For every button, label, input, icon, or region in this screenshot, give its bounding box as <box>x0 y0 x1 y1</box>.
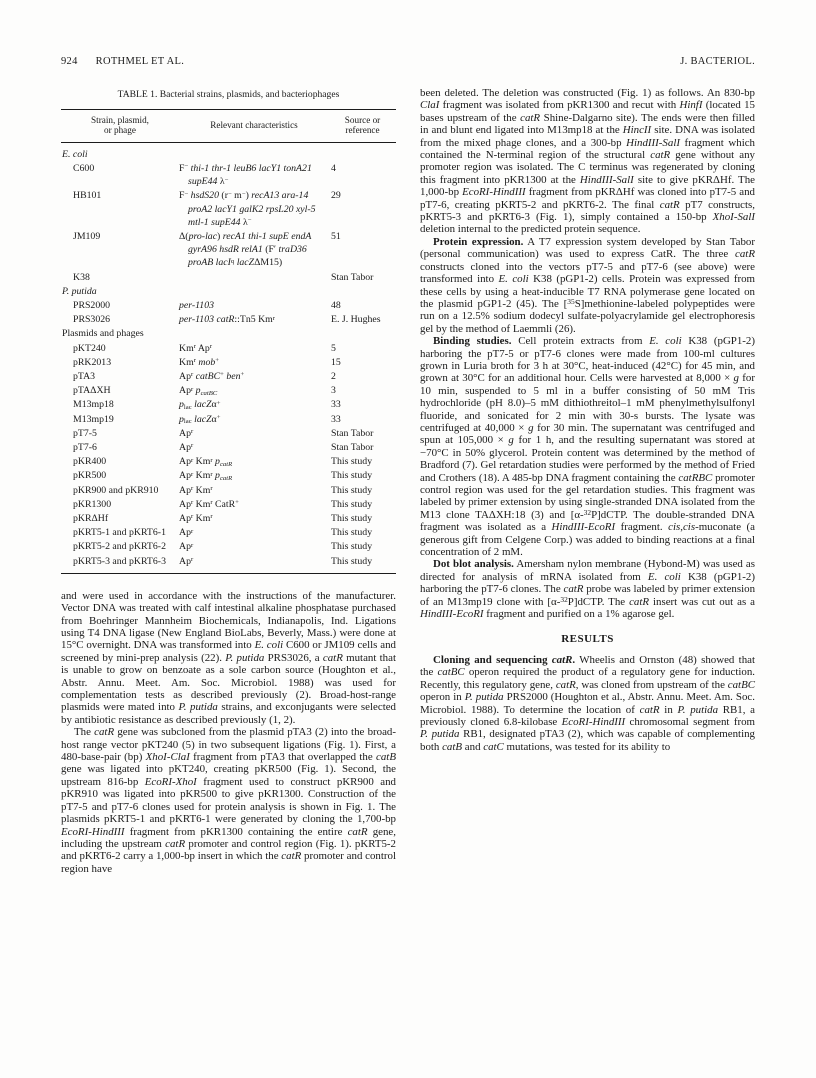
strain-name: pKR900 and pKR910 <box>73 484 159 496</box>
table-row <box>61 540 396 554</box>
strain-name: pKT240 <box>73 342 106 354</box>
strain-name: HB101 <box>73 190 102 202</box>
strain-name: pKRT5-1 and pKRT6-1 <box>73 527 166 539</box>
source-reference: 51 <box>331 230 341 242</box>
strain-name: K38 <box>73 271 90 283</box>
relevant-characteristics: Ap$^r$ Km$^r$ <box>179 484 213 496</box>
relevant-characteristics: Ap$^r$ <box>179 441 194 453</box>
source-reference: Stan Tabor <box>331 427 374 439</box>
paragraph: Cloning and sequencing catR. Wheelis and Ornston (48) showed that the catBC operon required the product of a regulatory gene for induction. Recently, this regulatory gene, catR, was cloned from upstream of the catBC operon in P. putida PRS2000 (Houghton et al., Abstr. Annu. Meet. Am. Soc. Microbiol. 1988). To determine the location of catR in P. putida RB1, a previously cloned 6.8-kilobase EcoRI-HindIII chromosomal segment from P. putida RB1, designated pTA3 (2), which was capable of complementing both catB and catC mutations, was tested for its ability to <box>420 653 756 753</box>
strain-name: pKR1300 <box>73 498 112 510</box>
relevant-characteristics: $p_{lac}$ lacZα+ <box>179 413 221 426</box>
table-row <box>61 370 396 384</box>
table-row <box>61 230 396 271</box>
relevant-characteristics: F− thi-1 thr-1 leuB6 lacY1 tonA21 supE44 λ− <box>179 162 312 188</box>
table-row <box>61 427 396 441</box>
table-header-row <box>61 109 396 142</box>
strain-name: M13mp19 <box>73 413 114 425</box>
strains-table-block <box>61 89 396 574</box>
relevant-characteristics: Ap$^r$ <box>179 555 194 567</box>
table-row <box>61 162 396 189</box>
relevant-characteristics: Ap$^r$ Km$^r$ CatR+ <box>179 498 239 510</box>
strain-name: pKR400 <box>73 456 107 468</box>
page-content <box>61 56 755 875</box>
column-header-source: Source or reference <box>329 109 396 142</box>
source-reference: This study <box>331 484 373 496</box>
source-reference: This study <box>331 470 373 482</box>
source-reference: 15 <box>331 356 341 368</box>
section-heading: RESULTS <box>561 633 614 646</box>
source-reference: This study <box>331 456 373 468</box>
strain-name: pTA3 <box>73 370 96 382</box>
table-row <box>61 398 396 412</box>
table-row <box>61 498 396 512</box>
source-reference: This study <box>331 498 373 510</box>
table-group-row <box>61 327 396 341</box>
table-body <box>61 142 396 573</box>
source-reference: This study <box>331 555 373 567</box>
strain-name: pKR500 <box>73 470 107 482</box>
right-column <box>420 87 755 875</box>
source-reference: This study <box>331 541 373 553</box>
relevant-characteristics: Ap$^r$ <box>179 541 194 553</box>
source-reference: Stan Tabor <box>331 441 374 453</box>
relevant-characteristics <box>179 271 329 285</box>
table-row <box>61 441 396 455</box>
relevant-characteristics: per-1103 catR::Tn5 Km$^r$ <box>179 314 275 326</box>
table-row <box>61 484 396 498</box>
table-group-row <box>61 142 396 162</box>
table-row <box>61 526 396 540</box>
relevant-characteristics: Δ(pro-lac) recA1 thi-1 supE endA gyrA96 hsdR relA1 (F′ traD36 proAB lacI$^q$ lacZΔM15) <box>179 230 312 269</box>
relevant-characteristics: Km$^r$ Ap$^r$ <box>179 342 213 354</box>
strain-name: PRS3026 <box>73 314 111 326</box>
table-row <box>61 271 396 285</box>
strain-name: pKRT5-3 and pKRT6-3 <box>73 555 166 567</box>
strain-name: C600 <box>73 162 95 174</box>
source-reference: 33 <box>331 413 341 425</box>
paragraph: Dot blot analysis. Amersham nylon membrane (Hybond-M) was used as directed for analysis of mRNA isolated from E. coli K38 (pGP1-2) harboring the pT7-6 clones. The catR probe was labeled by primer extension of an M13mp19 clone with [α-$^{32}$P]dCTP. The catR insert was cut out as a HindIII-EcoRI fragment and purified on a 1% agarose gel. <box>420 558 756 621</box>
table-row <box>61 555 396 574</box>
relevant-characteristics: Ap$^r$ Km$^r$ $p_{catR}$ <box>179 470 233 483</box>
relevant-characteristics: $p_{lac}$ lacZα+ <box>179 399 221 411</box>
left-column-text <box>61 590 396 875</box>
column-header-characteristics: Relevant characteristics <box>179 109 329 142</box>
relevant-characteristics: per-1103 <box>179 299 214 311</box>
page-header-left <box>61 56 184 67</box>
relevant-characteristics: Ap$^r$ Km$^r$ <box>179 512 213 524</box>
strain-name: pT7-6 <box>73 441 97 453</box>
strain-name: pKRT5-2 and pKRT6-2 <box>73 541 166 553</box>
relevant-characteristics: Ap$^r$ catBC+ ben+ <box>179 370 245 382</box>
table-group-row <box>61 285 396 299</box>
table-row <box>61 356 396 370</box>
strain-name: JM109 <box>73 230 101 242</box>
source-reference: 29 <box>331 190 341 202</box>
source-reference: 48 <box>331 299 341 311</box>
source-reference: This study <box>331 512 373 524</box>
strain-name: PRS2000 <box>73 299 111 311</box>
source-reference: 3 <box>331 385 336 397</box>
paragraph: been deleted. The deletion was constructed (Fig. 1) as follows. An 830-bp ClaI fragment was isolated from pKR1300 and recut with HinfI (located 15 bases upstream of the catR Shine-Dalgarno site). The ends were then filled in and blunt end ligated into M13mp18 at the HincII site. DNA was isolated from the mixed phage clones, and a 300-bp HindIII-SalI fragment which contained the N-terminal region of the structural catR gene without any promoter region was isolated. The C terminus was regenerated by cloning this fragment into pKR1300 at the HindIII-SalI site to give pKRΔHf. The 1,000-bp EcoRI-HindIII fragment from pKRΔHf was cloned into pT7-5 and pT7-6, creating pKRT5-2 and pKRT6-2. The final catR pT7 constructs, pKRT5-3 and pKRT6-3 (Fig. 1), simply contained a 150-bp XhoI-SalI deletion internal to the predicted protein sequence. <box>420 87 756 236</box>
source-reference: 2 <box>331 370 336 382</box>
table-caption: TABLE 1. Bacterial strains, plasmids, and bacteriophages <box>117 89 340 100</box>
strain-name: pRK2013 <box>73 356 112 368</box>
relevant-characteristics: Ap$^r$ $p_{catBC}$ <box>179 385 218 397</box>
relevant-characteristics: Km$^r$ mob+ <box>179 356 220 368</box>
journal-name: J. BACTERIOL. <box>680 56 755 67</box>
source-reference: 33 <box>331 399 341 411</box>
two-column-body <box>61 87 755 875</box>
column-header-strain: Strain, plasmid, or phage <box>61 109 179 142</box>
strain-name: pTAΔXH <box>73 385 111 397</box>
relevant-characteristics: Ap$^r$ <box>179 527 194 539</box>
source-reference: This study <box>331 527 373 539</box>
source-reference: Stan Tabor <box>331 271 374 283</box>
table-row <box>61 299 396 313</box>
strain-name: M13mp18 <box>73 399 114 411</box>
table-group-heading: E. coli <box>62 148 88 160</box>
table-row <box>61 189 396 230</box>
running-authors: ROTHMEL ET AL. <box>95 56 185 67</box>
left-column <box>61 87 396 875</box>
relevant-characteristics: Ap$^r$ <box>179 427 194 439</box>
table-row <box>61 469 396 483</box>
paragraph: Binding studies. Cell protein extracts from E. coli K38 (pGP1-2) harboring the pT7-5 or pT7-6 clones were made from 100-ml cultures grown in Luria broth for 3 h at 30°C, heat-induced (42°C) for 45 min, and grown at 30°C for an additional hour. Cells were harvested at 8,000 × g for 10 min, suspended to 5 ml in a buffer consisting of 50 mM Tris hydrochloride (pH 8.0)–5 mM dithiothreitol–1 mM phenylmethylsulfonyl fluoride, and sonicated for 2 min with 30-s bursts. The lysate was centrifuged at 40,000 × g for 30 min. The supernatant was centrifuged and spun at 105,000 × g for 1 h, and the resulting supernatant was stored at −70°C in 50% glycerol. Protein content was determined by the method of Bradford (7). Gel retardation studies were performed by the method of Fried and Crothers (18). A 485-bp DNA fragment containing the catRBC promoter control region was used for the gel retardation studies. This fragment was labeled by primer extension by using single-stranded DNA isolated from the M13 clone TAΔXH:18 (3) and [α-$^{32}$P]dCTP. The double-stranded DNA fragment was isolated as a HindIII-EcoRI fragment. cis,cis-muconate (a generous gift from Celgene Corp.) was added to binding reactions at a final concentration of 2 mM. <box>420 335 756 559</box>
page-number: 924 <box>61 56 78 67</box>
table-group-heading: P. putida <box>62 285 97 297</box>
table-group-heading: Plasmids and phages <box>62 328 144 340</box>
strain-name: pT7-5 <box>73 427 97 439</box>
table-row <box>61 455 396 469</box>
page-header <box>61 56 755 67</box>
source-reference: 4 <box>331 162 336 174</box>
paragraph: Protein expression. A T7 expression system developed by Stan Tabor (personal communication) was used to express CatR. The three catR constructs cloned into the vectors pT7-5 and pT7-6 (see above) were transformed into E. coli K38 (pGP1-2) cells. Protein was expressed from these cells by using a heat-inducible T7 RNA polymerase gene located on the plasmid pGP1-2 (45). The [$^{35}$S]methionine-labeled polypeptides were run on a 12.5% sodium dodecyl sulfate-polyacrylamide gel electrophoresis gel by the method of Laemmli (26). <box>420 235 756 335</box>
table-row <box>61 384 396 398</box>
table-row <box>61 512 396 526</box>
source-reference: 5 <box>331 342 336 354</box>
relevant-characteristics: F− hsdS20 (r− m−) recA13 ara-14 proA2 lacY1 galK2 rpsL20 xyl-5 mtl-1 supE44 λ− <box>179 190 316 228</box>
paragraph: and were used in accordance with the instructions of the manufacturer. Vector DNA was treated with calf intestinal alkaline phosphatase purchased from Boehringer Mannheim Biochemicals, Indianapolis, Ind. Ligations using T4 DNA ligase (New England BioLabs, Beverly, Mass.) were done at 15°C overnight. DNA was transformed into E. coli C600 or JM109 cells and screened by mini-prep analysis (22). P. putida PRS3026, a catR mutant that is unable to grow on benzoate as a sole carbon source (Houghton et al., Abstr. Annu. Meet. Am. Soc. Microbiol. 1988) was used for complementation tests as described previously (2). Broad-host-range plasmids were mated into P. putida strains, and exconjugants were selected by antibiotic resistance as described previously (1, 2). <box>61 589 397 726</box>
relevant-characteristics: Ap$^r$ Km$^r$ $p_{catR}$ <box>179 456 233 468</box>
strain-name: pKRΔHf <box>73 512 109 524</box>
strains-table <box>61 109 396 574</box>
source-reference: E. J. Hughes <box>331 314 381 326</box>
table-row <box>61 342 396 356</box>
table-row <box>61 313 396 327</box>
paragraph: The catR gene was subcloned from the plasmid pTA3 (2) into the broad-host range vector pKT240 (5) in two subsequent ligations (Fig. 1). First, a 480-base-pair (bp) XhoI-ClaI fragment from pTA3 that overlapped the catB gene was ligated into pKT240, creating pKR500 (Fig. 1). Second, the upstream 816-bp EcoRI-XhoI fragment used to construct pKR900 and pKR910 was ligated into pKR500 to give pKR1300. Construction of the pT7-5 and pT7-6 clones used for protein analysis is shown in Fig. 1. The plasmids pKRT5-1 and pKRT6-1 were generated by cloning the 1,700-bp EcoRI-HindIII fragment from pKR1300 containing the entire catR gene, including the upstream catR promoter and control region (Fig. 1). pKRT5-2 and pKRT6-2 carry a 1,000-bp insert in which the catR promoter and control region have <box>61 726 397 875</box>
table-row <box>61 413 396 427</box>
